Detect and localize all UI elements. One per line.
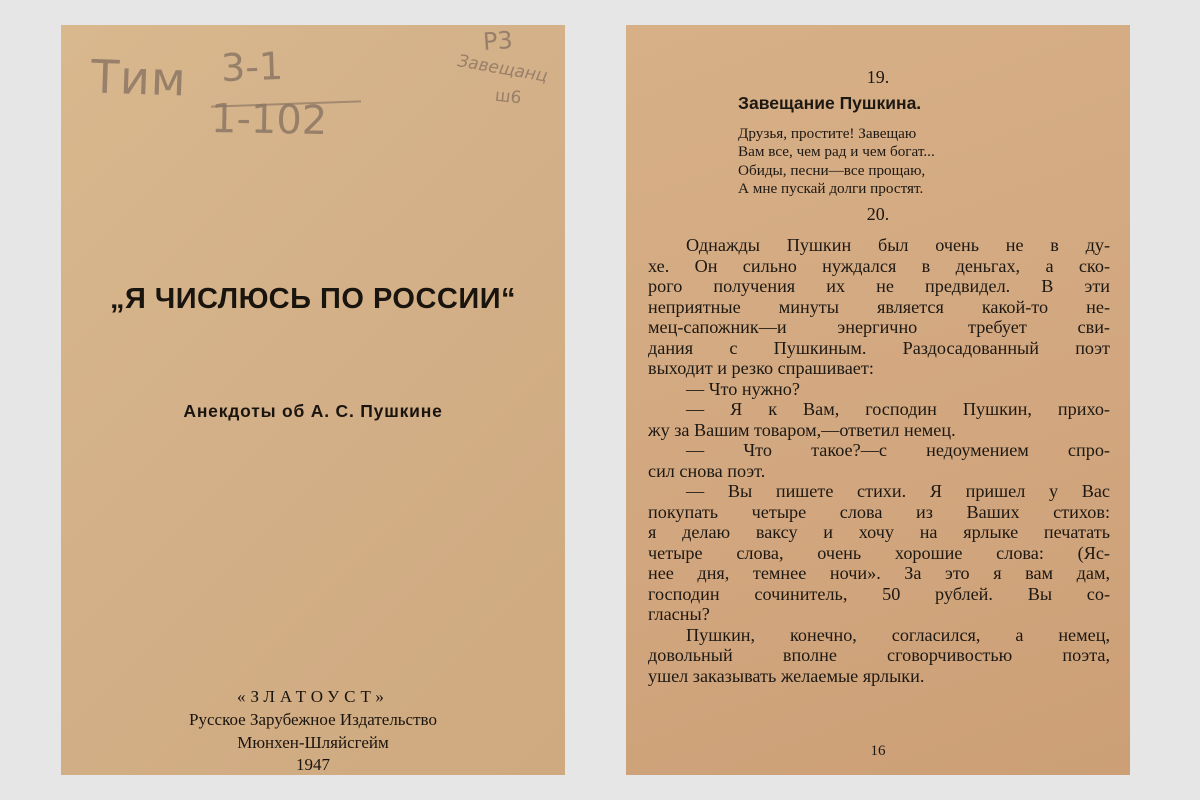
publisher-name: «ЗЛАТОУСТ» [237, 687, 389, 706]
page-number: 16 [870, 743, 886, 759]
text-line: сил снова поэт. [648, 460, 766, 481]
text-line: рого получения их не предвидел. В эти [648, 276, 1110, 296]
text-line: довольный вполне сговорчивостью поэта, [648, 645, 1110, 665]
text-line: ушел заказывать желаемые ярлыки. [648, 665, 925, 686]
book-subtitle: Анекдоты об А. С. Пушкине [183, 401, 443, 421]
text-line: жу за Вашим товаром,—ответил немец. [648, 419, 956, 440]
anecdote-text [648, 235, 1110, 686]
publisher-description: Русское Зарубежное Издательство [189, 710, 437, 729]
poem [738, 125, 1078, 199]
text-line: неприятные минуты является какой-то не- [648, 296, 1110, 317]
text-line: мец-сапожник—и энергично требует сви- [648, 317, 1110, 337]
handwritten-mark-p3: P3 [482, 25, 514, 57]
poem-line: Друзья, простите! Завещаю [738, 125, 917, 142]
publication-year: 1947 [296, 755, 330, 774]
text-line: — Что нужно? [686, 378, 800, 399]
text-line: покупать четыре слова из Ваших стихов: [648, 501, 1110, 522]
poem-line: Вам все, чем рад и чем богат... [738, 143, 935, 161]
text-line: гласны? [648, 604, 710, 624]
text-line: — Я к Вам, господин Пушкин, прихо- [686, 399, 1110, 419]
handwritten-mark-number: 1-102 [210, 95, 328, 145]
poem-line: Обиды, песни—все прощаю, [738, 161, 926, 179]
text-line: выходит и резко спрашивает: [648, 358, 874, 378]
text-line: четыре слова, очень хорошие слова: (Яс- [648, 542, 1110, 563]
text-line: дания с Пушкиным. Раздосадованный поэт [648, 337, 1110, 358]
text-line: господин сочинитель, 50 рублей. Вы со- [648, 583, 1110, 604]
handwritten-mark-shelf: 3-1 [220, 43, 284, 91]
text-line: — Вы пишете стихи. Я пришел у Вас [686, 481, 1110, 501]
handwritten-mark-sh6: ш6 [494, 85, 523, 109]
text-line: Пушкин, конечно, согласился, а немец, [686, 624, 1110, 645]
handwritten-mark-tim: Тим [90, 49, 188, 107]
text-line: — Что такое?—с недоумением спро- [686, 440, 1110, 460]
book-title: „Я ЧИСЛЮСЬ ПО РОССИИ“ [109, 283, 517, 315]
section-number-20: 20. [866, 204, 890, 224]
handwritten-mark-zaveshchanie: Завещанц [455, 51, 549, 87]
book-text-page [626, 25, 1130, 775]
text-line: хе. Он сильно нуждался в деньгах, а ско- [648, 255, 1110, 276]
text-line: нее дня, темнее ночи». За это я вам дам, [648, 563, 1110, 583]
poem-line: А мне пускай долги простят. [738, 180, 924, 198]
section-number-19: 19. [866, 67, 890, 87]
text-line: я делаю ваксу и хочу на ярлыке печатать [648, 522, 1110, 542]
poem-title: Завещание Пушкина. [738, 93, 922, 113]
text-line: Однажды Пушкин был очень не в ду- [686, 235, 1110, 255]
publication-place: Мюнхен-Шляйсгейм [237, 733, 389, 752]
book-cover-page [61, 25, 565, 775]
